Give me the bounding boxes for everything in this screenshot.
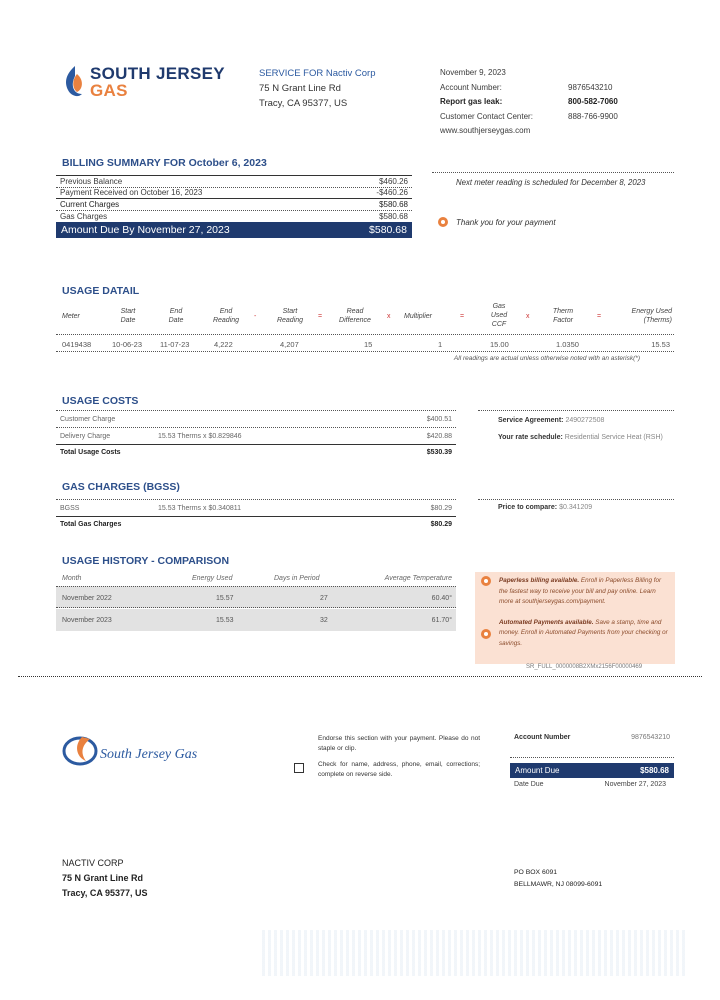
- customer-charge-value: $400.51: [426, 416, 452, 423]
- gas-charges-table: [56, 499, 456, 532]
- usage-detail-title: USAGE DATAIL: [62, 285, 140, 297]
- thank-you-text: Thank you for your payment: [456, 217, 556, 227]
- service-address: [259, 66, 376, 111]
- delivery-charge-value: $420.88: [426, 433, 452, 440]
- history-energy: 15.53: [216, 617, 234, 624]
- col-multiplier: Multiplier: [404, 313, 433, 320]
- logo-line2: GAS: [90, 81, 128, 100]
- stub-amount-due-value: $580.68: [640, 766, 669, 775]
- stub-account-label: Account Number: [514, 734, 571, 741]
- bgss-value: $80.29: [430, 505, 452, 512]
- remit-address: [514, 867, 602, 891]
- col-energy-used: Energy Used (Therms): [631, 308, 672, 324]
- bgss-label: BGSS: [60, 505, 80, 512]
- barcode-area: [262, 930, 688, 976]
- amount-due-bar: [56, 222, 412, 238]
- payment-received-value: -$460.26: [376, 188, 408, 198]
- service-label: SERVICE FOR Nactiv Corp: [259, 68, 376, 79]
- payment-received-label: Payment Received on October 16, 2023: [60, 188, 203, 198]
- paperless-promo: [499, 576, 669, 608]
- thank-you-note: [438, 217, 556, 227]
- history-row: [56, 586, 456, 608]
- usage-costs-table: [56, 410, 456, 460]
- gas-charges-title: GAS CHARGES (BGSS): [62, 481, 180, 493]
- op-equals-3: =: [597, 313, 602, 320]
- history-month: November 2023: [62, 617, 112, 624]
- rate-schedule-label: Your rate schedule:: [498, 434, 563, 441]
- history-row: [56, 609, 456, 631]
- autopay-text: Save a stamp, time and money. Enroll in Automated Payments from your checking or savings.: [499, 618, 668, 647]
- history-temp: 60.40°: [431, 595, 452, 602]
- gas-charges-label: Gas Charges: [60, 211, 108, 221]
- total-usage-costs-label: Total Usage Costs: [60, 449, 121, 456]
- usage-detail-table: [56, 300, 674, 362]
- customer-mailing-address: [62, 856, 148, 901]
- current-charges-value: $580.68: [379, 199, 408, 209]
- previous-balance-value: $460.26: [379, 176, 408, 186]
- remit-line2: BELLMAWR, NJ 08099-6091: [514, 881, 603, 888]
- multiplier-value: 1: [438, 340, 443, 349]
- stub-date-due-value: November 27, 2023: [604, 781, 666, 788]
- col-end-reading: End Reading: [212, 308, 240, 324]
- next-reading-box: [432, 172, 674, 189]
- stub-account: [510, 734, 674, 788]
- history-month: November 2022: [62, 595, 112, 602]
- stub-account-value: 9876543210: [631, 734, 670, 741]
- therm-factor-value: 1.0350: [556, 340, 579, 349]
- logo-line1: SOUTH JERSEY: [90, 64, 225, 83]
- bgss-detail: 15.53 Therms x $0.340811: [158, 505, 242, 512]
- tear-line: [18, 676, 702, 677]
- contact-center-phone: 888-766-9900: [568, 111, 618, 121]
- service-address-line2: Tracy, CA 95377, US: [259, 98, 348, 109]
- usage-history-title: USAGE HISTORY - COMPARISON: [62, 555, 230, 567]
- stub-logo-text: South Jersey Gas: [100, 747, 198, 762]
- op-minus: -: [254, 313, 257, 320]
- op-times-1: x: [387, 313, 391, 320]
- account-label: Account Number:: [440, 82, 502, 92]
- rate-schedule-value: Residential Service Heat (RSH): [564, 434, 663, 441]
- delivery-charge-label: Delivery Charge: [60, 433, 111, 440]
- gas-used-value: 15.00: [490, 340, 509, 349]
- flame-logo-icon: [62, 64, 86, 100]
- total-usage-costs-value: $530.39: [426, 449, 452, 456]
- service-agreement-label: Service Agreement:: [498, 417, 564, 424]
- history-col-month: Month: [62, 575, 82, 582]
- autopay-title: Automated Payments available.: [499, 618, 594, 626]
- price-to-compare-value: $0.341209: [559, 504, 593, 511]
- service-agreement-box: [478, 410, 674, 443]
- readings-note: All readings are actual unless otherwise noted with an asterisk(*): [453, 355, 640, 362]
- op-equals-2: =: [460, 313, 465, 320]
- stub-instructions: [318, 734, 480, 780]
- stub-amount-due-label: Amount Due: [515, 766, 560, 775]
- header-info: [440, 66, 660, 139]
- stub-amount-due-bar: [510, 763, 674, 778]
- usage-detail-row: [56, 335, 674, 351]
- customer-name: NACTIV CORP: [62, 858, 124, 868]
- logo: [62, 62, 232, 102]
- history-days: 27: [320, 595, 328, 602]
- col-meter: Meter: [62, 313, 80, 320]
- billing-summary-table: [56, 175, 412, 238]
- paperless-text: Enroll in Paperless Billing for the fastest way to receive your bill and pay online. Learn more at southjerseygas.com/payment.: [499, 577, 662, 605]
- history-energy: 15.57: [216, 595, 234, 602]
- price-to-compare-label: Price to compare:: [498, 504, 558, 511]
- billing-summary-title: BILLING SUMMARY FOR October 6, 2023: [62, 157, 267, 169]
- paperless-icon: [481, 576, 491, 586]
- address-change-checkbox[interactable]: [294, 763, 304, 773]
- amount-due-value: $580.68: [369, 224, 407, 236]
- swirl-logo-icon: [62, 733, 102, 767]
- op-equals-1: =: [318, 313, 323, 320]
- check-circle-icon: [438, 217, 448, 227]
- next-reading-text: Next meter reading is scheduled for December 8, 2023: [456, 178, 646, 187]
- history-col-energy: Energy Used: [192, 575, 233, 582]
- total-gas-charges-value: $80.29: [430, 521, 452, 528]
- usage-history-table: [56, 571, 456, 631]
- op-times-2: x: [526, 313, 530, 320]
- amount-due-label: Amount Due By November 27, 2023: [61, 224, 230, 236]
- customer-charge-label: Customer Charge: [60, 416, 116, 423]
- previous-balance-label: Previous Balance: [60, 176, 123, 186]
- col-start-date: Start Date: [120, 308, 136, 324]
- customer-address-line1: 75 N Grant Line Rd: [62, 873, 144, 883]
- col-read-difference: Read Difference: [339, 308, 371, 324]
- website-link[interactable]: www.southjerseygas.com: [440, 126, 531, 135]
- history-days: 32: [320, 617, 328, 624]
- col-start-reading: Start Reading: [276, 308, 304, 324]
- price-to-compare-box: [478, 499, 674, 511]
- start-reading-value: 4,207: [280, 340, 299, 349]
- start-date-value: 10-06-23: [112, 340, 143, 349]
- gas-leak-label: Report gas leak:: [440, 97, 503, 106]
- col-gas-used: Gas Used CCF: [490, 303, 508, 328]
- current-charges-label: Current Charges: [60, 199, 120, 209]
- gas-leak-phone: 800-582-7060: [568, 97, 618, 106]
- stub-date-due-label: Date Due: [514, 781, 544, 788]
- paperless-title: Paperless billing available.: [499, 577, 580, 584]
- autopay-promo: [499, 618, 669, 650]
- footer-code: SR_FULL_0000008B2XMx2156F00000469: [526, 664, 643, 670]
- gas-charges-value: $580.68: [379, 211, 408, 221]
- autopay-icon: [481, 629, 491, 639]
- remit-line1: PO BOX 6091: [514, 869, 558, 876]
- history-col-days: Days in Period: [274, 575, 320, 582]
- energy-used-value: 15.53: [651, 340, 670, 349]
- usage-costs-title: USAGE COSTS: [62, 395, 139, 407]
- history-col-temp: Average Temperature: [384, 575, 452, 582]
- stub-logo: [62, 733, 222, 767]
- end-date-value: 11-07-23: [160, 340, 190, 349]
- end-reading-value: 4,222: [214, 340, 233, 349]
- col-end-date: End Date: [168, 308, 184, 324]
- service-address-line1: 75 N Grant Line Rd: [259, 83, 341, 94]
- meter-number: 0419438: [62, 340, 92, 349]
- col-therm-factor: Therm Factor: [552, 308, 574, 324]
- contact-center-label: Customer Contact Center:: [440, 111, 533, 121]
- account-value: 9876543210: [568, 82, 613, 92]
- delivery-charge-detail: 15.53 Therms x $0.829846: [158, 433, 242, 440]
- service-agreement-value: 2490272508: [565, 417, 605, 424]
- promo-box: [475, 572, 675, 664]
- endorse-text: Endorse this section with your payment. Please do not staple or clip.: [318, 735, 480, 752]
- read-difference-value: 15: [364, 340, 373, 349]
- total-gas-charges-label: Total Gas Charges: [60, 521, 122, 528]
- customer-address-line2: Tracy, CA 95377, US: [62, 888, 148, 898]
- bill-date: November 9, 2023: [440, 68, 506, 77]
- address-change-text: Check for name, address, phone, email, corrections; complete on reverse side.: [318, 761, 480, 778]
- history-temp: 61.70°: [431, 617, 452, 624]
